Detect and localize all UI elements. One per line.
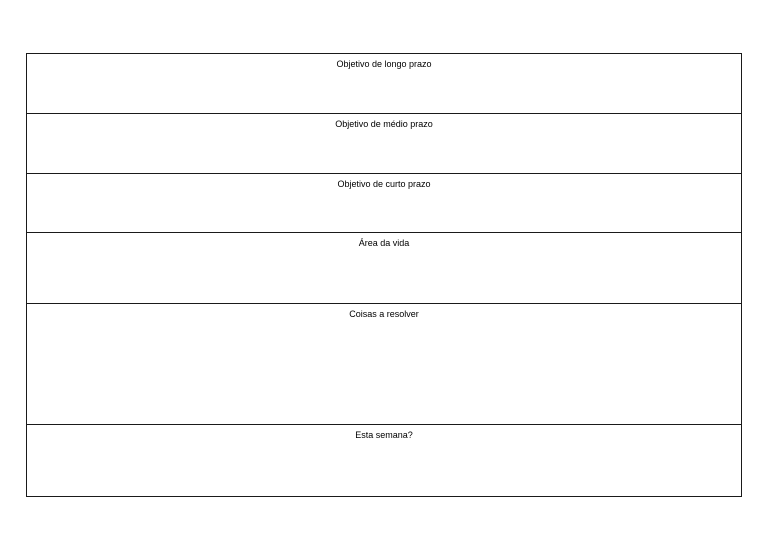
section-life-area — [27, 233, 741, 304]
section-title: Objetivo de curto prazo — [337, 179, 431, 189]
section-title: Área da vida — [358, 238, 410, 248]
section-title: Coisas a resolver — [349, 309, 419, 319]
section-title: Objetivo de longo prazo — [336, 59, 432, 69]
goals-planner-table — [26, 53, 742, 497]
section-long-term-goal — [27, 54, 741, 114]
section-things-to-resolve — [27, 304, 741, 425]
section-medium-term-goal — [27, 114, 741, 174]
section-this-week — [27, 425, 741, 496]
section-title: Objetivo de médio prazo — [335, 119, 433, 129]
section-title: Esta semana? — [355, 430, 413, 440]
section-short-term-goal — [27, 174, 741, 233]
